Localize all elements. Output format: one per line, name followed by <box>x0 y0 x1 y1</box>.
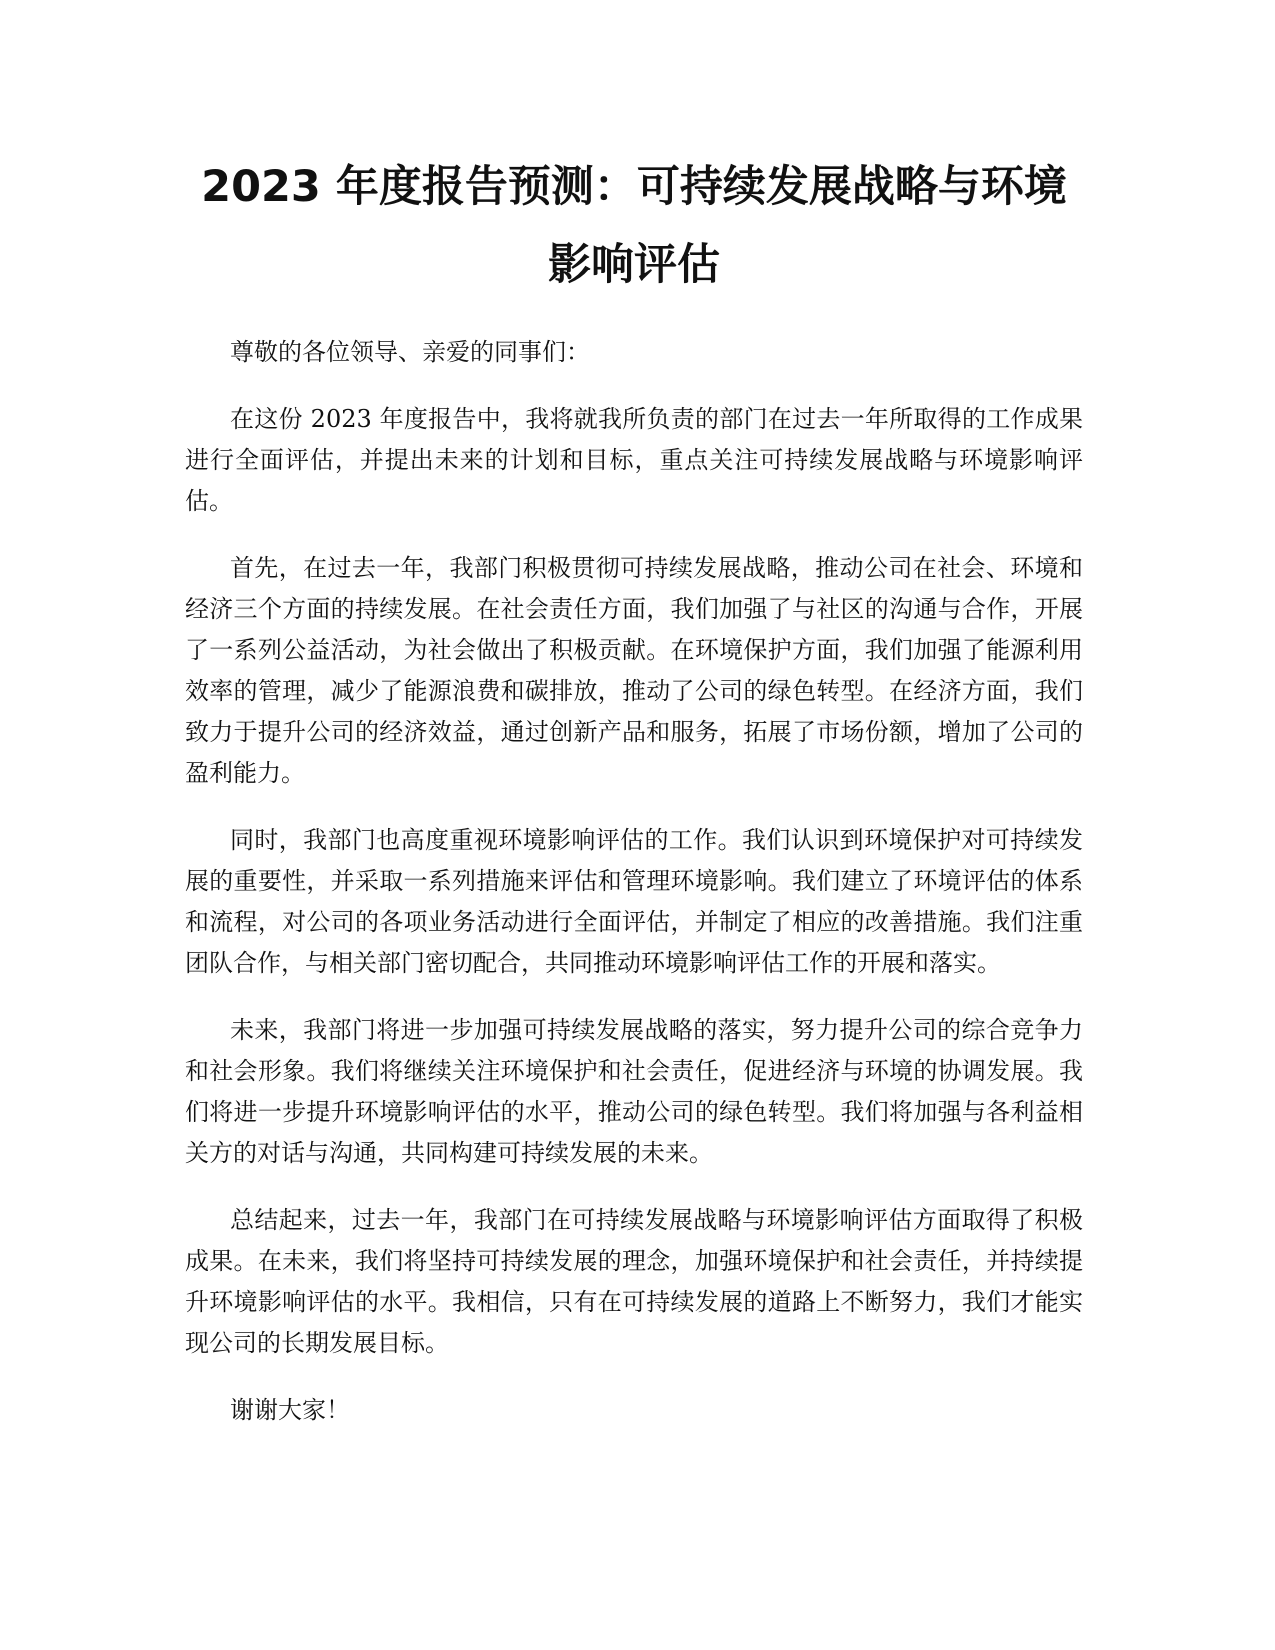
document-body <box>185 332 1083 1431</box>
paragraph-achievements: 首先，在过去一年，我部门积极贯彻可持续发展战略，推动公司在社会、环境和经济三个方面的持续发展。在社会责任方面，我们加强了与社区的沟通与合作，开展了一系列公益活动，为社会做出了积极贡献。在环境保护方面，我们加强了能源利用效率的管理，减少了能源浪费和碳排放，推动了公司的绿色转型。在经济方面，我们致力于提升公司的经济效益，通过创新产品和服务，拓展了市场份额，增加了公司的盈利能力。 <box>185 554 1083 787</box>
paragraph-summary: 总结起来，过去一年，我部门在可持续发展战略与环境影响评估方面取得了积极成果。在未来，我们将坚持可持续发展的理念，加强环境保护和社会责任，并持续提升环境影响评估的水平。我相信，只有在可持续发展的道路上不断努力，我们才能实现公司的长期发展目标。 <box>185 1206 1083 1357</box>
paragraph-environmental-assessment: 同时，我部门也高度重视环境影响评估的工作。我们认识到环境保护对可持续发展的重要性，并采取一系列措施来评估和管理环境影响。我们建立了环境评估的体系和流程，对公司的各项业务活动进行全面评估，并制定了相应的改善措施。我们注重团队合作，与相关部门密切配合，共同推动环境影响评估工作的开展和落实。 <box>185 826 1083 977</box>
title-line-1: 2023 年度报告预测：可持续发展战略与环境 <box>201 162 1067 212</box>
paragraph-intro: 在这份 2023 年度报告中，我将就我所负责的部门在过去一年所取得的工作成果进行全面评估，并提出未来的计划和目标，重点关注可持续发展战略与环境影响评估。 <box>185 405 1083 515</box>
closing: 谢谢大家！ <box>230 1396 350 1424</box>
salutation: 尊敬的各位领导、亲爱的同事们： <box>230 338 590 366</box>
title-line-2: 影响评估 <box>548 240 720 290</box>
document-title <box>185 148 1083 304</box>
paragraph-future-plans: 未来，我部门将进一步加强可持续发展战略的落实，努力提升公司的综合竞争力和社会形象。我们将继续关注环境保护和社会责任，促进经济与环境的协调发展。我们将进一步提升环境影响评估的水平，推动公司的绿色转型。我们将加强与各利益相关方的对话与沟通，共同构建可持续发展的未来。 <box>185 1016 1083 1167</box>
document-page <box>185 148 1083 1457</box>
